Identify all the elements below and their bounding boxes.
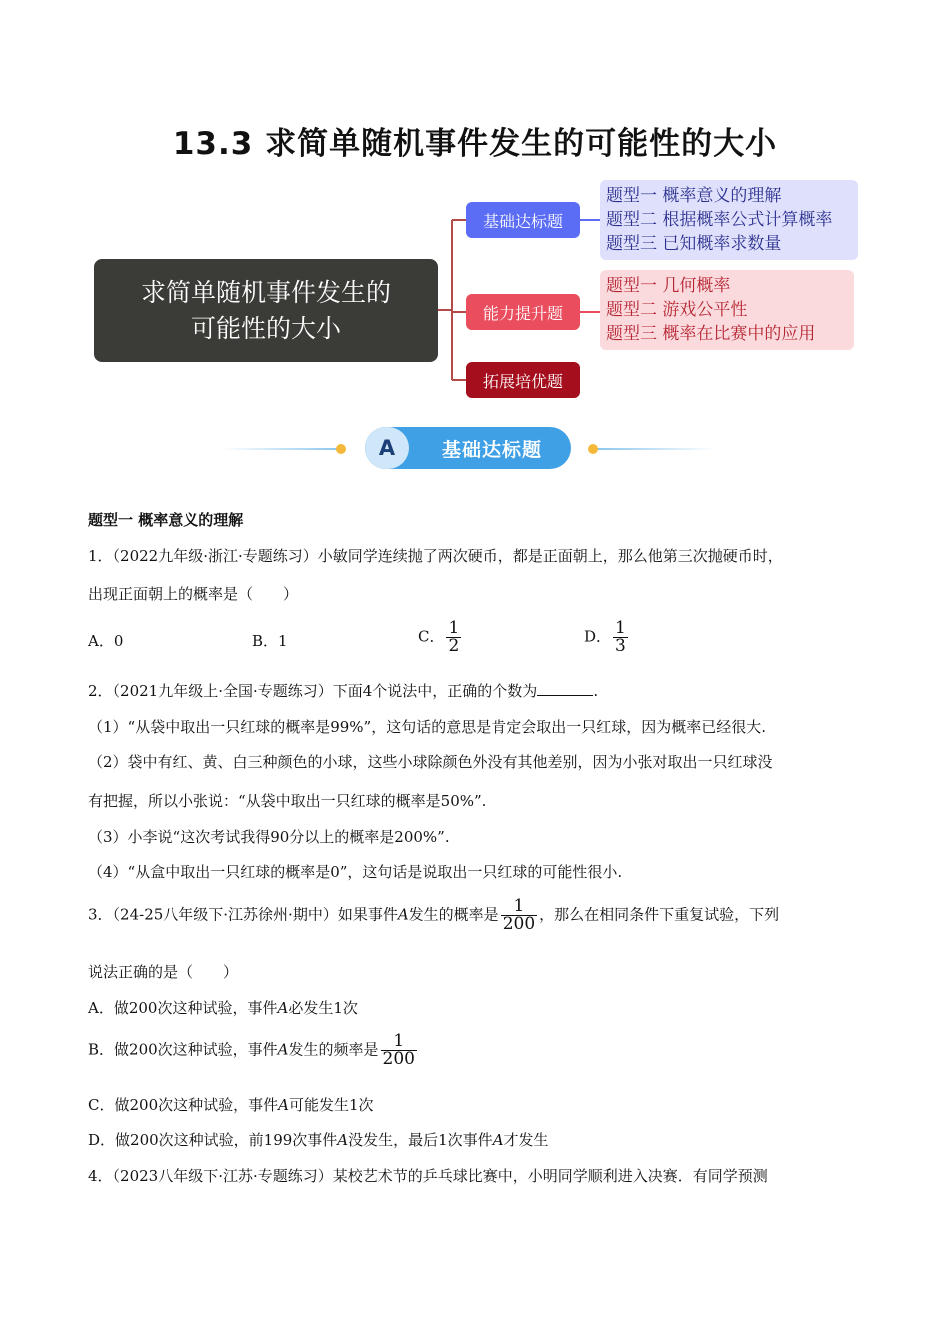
fraction-numerator: 1	[448, 618, 460, 638]
q2-statement-1: （1）“从袋中取出一只红球的概率是99%”，这句话的意思是肯定会取出一只红球，因为概率已经很大.	[88, 718, 766, 736]
option-label: D．	[584, 627, 612, 646]
q1-option-a: A．0	[88, 632, 124, 650]
q4-line1: 4．（2023八年级下·江苏·专题练习）某校艺术节的乒乓球比赛中，小明同学顺利进入决赛．有同学预测	[88, 1167, 768, 1185]
q1-option-b: B．1	[252, 632, 288, 650]
topic-item: 题型一 几何概率	[606, 276, 731, 296]
mindmap-root	[94, 259, 438, 362]
variable-a: A	[278, 1096, 289, 1114]
option-text: C．做200次这种试验，事件	[88, 1096, 279, 1114]
option-text: D．做200次这种试验，前199次事件	[88, 1131, 338, 1149]
banner-divider-left	[222, 448, 342, 450]
topic-item: 题型二 游戏公平性	[606, 300, 748, 320]
q2-statement-3: （3）小李说“这次考试我得90分以上的概率是200%”.	[88, 828, 450, 846]
fraction-numerator: 1	[381, 1033, 417, 1051]
q3-stem-post: ，那么在相同条件下重复试验，下列	[539, 905, 780, 924]
option-text: 必发生1次	[288, 999, 358, 1017]
option-text: 发生的频率是	[288, 1040, 379, 1059]
q1-line1: 1．（2022九年级·浙江·专题练习）小敏同学连续抛了两次硬币，都是正面朝上，那么他第三次抛硬币时，	[88, 547, 783, 565]
q3-stem-pre: 3．（24-25八年级下·江苏徐州·期中）如果事件	[88, 905, 398, 924]
q2-statement-2a: （2）袋中有红、黄、白三种颜色的小球，这些小球除颜色外没有其他差别，因为小张对取出一只红球没	[88, 753, 773, 771]
q2-stem: 2．（2021九年级上·全国·专题练习）下面4个说法中，正确的个数为	[88, 682, 538, 700]
q3-option-b	[88, 1033, 419, 1068]
q2-statement-2b: 有把握，所以小张说：“从袋中取出一只红球的概率是50%”.	[88, 792, 487, 810]
banner-divider-right	[596, 448, 716, 450]
variable-a: A	[492, 1131, 504, 1149]
option-text: A．做200次这种试验，事件	[88, 999, 278, 1017]
q3-option-c	[88, 1094, 374, 1115]
variable-a: A	[277, 999, 289, 1017]
fraction	[501, 898, 537, 933]
option-text: 可能发生1次	[288, 1096, 374, 1114]
answer-blank	[537, 681, 593, 696]
banner-title: 基础达标题	[441, 438, 542, 461]
section-banner	[365, 427, 571, 469]
q3-line2: 说法正确的是（ ）	[88, 963, 239, 981]
banner-dot-right	[588, 444, 598, 454]
section-heading: 题型一 概率意义的理解	[88, 511, 244, 529]
q1-line2: 出现正面朝上的概率是（ ）	[88, 585, 299, 603]
variable-a: A	[397, 905, 409, 924]
option-text: B．做200次这种试验，事件	[88, 1040, 278, 1059]
topic-item: 题型一 概率意义的理解	[606, 186, 782, 206]
mindmap-branch-advanced: 能力提升题	[466, 294, 580, 330]
q3-line1	[88, 898, 779, 933]
option-text: 才发生	[503, 1131, 549, 1149]
mindmap-branch-extension: 拓展培优题	[466, 362, 580, 398]
q1-option-c	[418, 620, 463, 655]
fraction-denominator: 2	[448, 636, 460, 656]
topic-item: 题型二 根据概率公式计算概率	[606, 210, 833, 230]
fraction-denominator: 3	[615, 636, 626, 656]
mindmap-advanced-topics	[600, 270, 854, 350]
fraction-numerator: 1	[501, 898, 537, 916]
fraction-denominator: 200	[502, 914, 536, 934]
fraction-numerator: 1	[615, 618, 626, 638]
mindmap-branch-basic: 基础达标题	[466, 202, 580, 238]
q2-statement-4: （4）“从盒中取出一只红球的概率是0”，这句话是说取出一只红球的可能性很小.	[88, 863, 623, 881]
variable-a: A	[337, 1131, 349, 1149]
topic-item: 题型三 概率在比赛中的应用	[606, 324, 816, 344]
mindmap-root-line1: 求简单随机事件发生的	[140, 277, 391, 307]
fraction	[613, 620, 628, 655]
banner-letter: A	[365, 427, 409, 469]
option-text: 没发生，最后1次事件	[348, 1131, 493, 1149]
q1-option-d	[584, 620, 630, 655]
mindmap-basic-topics	[600, 180, 858, 260]
variable-a: A	[277, 1040, 289, 1059]
q3-option-a	[88, 997, 358, 1018]
fraction-denominator: 200	[382, 1049, 415, 1069]
page-title: 13.3 求简单随机事件发生的可能性的大小	[172, 126, 778, 162]
mindmap-root-line2: 可能性的大小	[190, 313, 341, 343]
option-label: C．	[418, 627, 445, 646]
banner-dot-left	[336, 444, 346, 454]
q3-stem-mid: 发生的概率是	[408, 905, 499, 924]
q2-line1	[88, 680, 598, 701]
q2-stem-end: .	[593, 682, 599, 700]
fraction	[381, 1033, 417, 1068]
q3-option-d	[88, 1129, 549, 1150]
topic-item: 题型三 已知概率求数量	[606, 234, 782, 254]
fraction	[446, 620, 461, 655]
